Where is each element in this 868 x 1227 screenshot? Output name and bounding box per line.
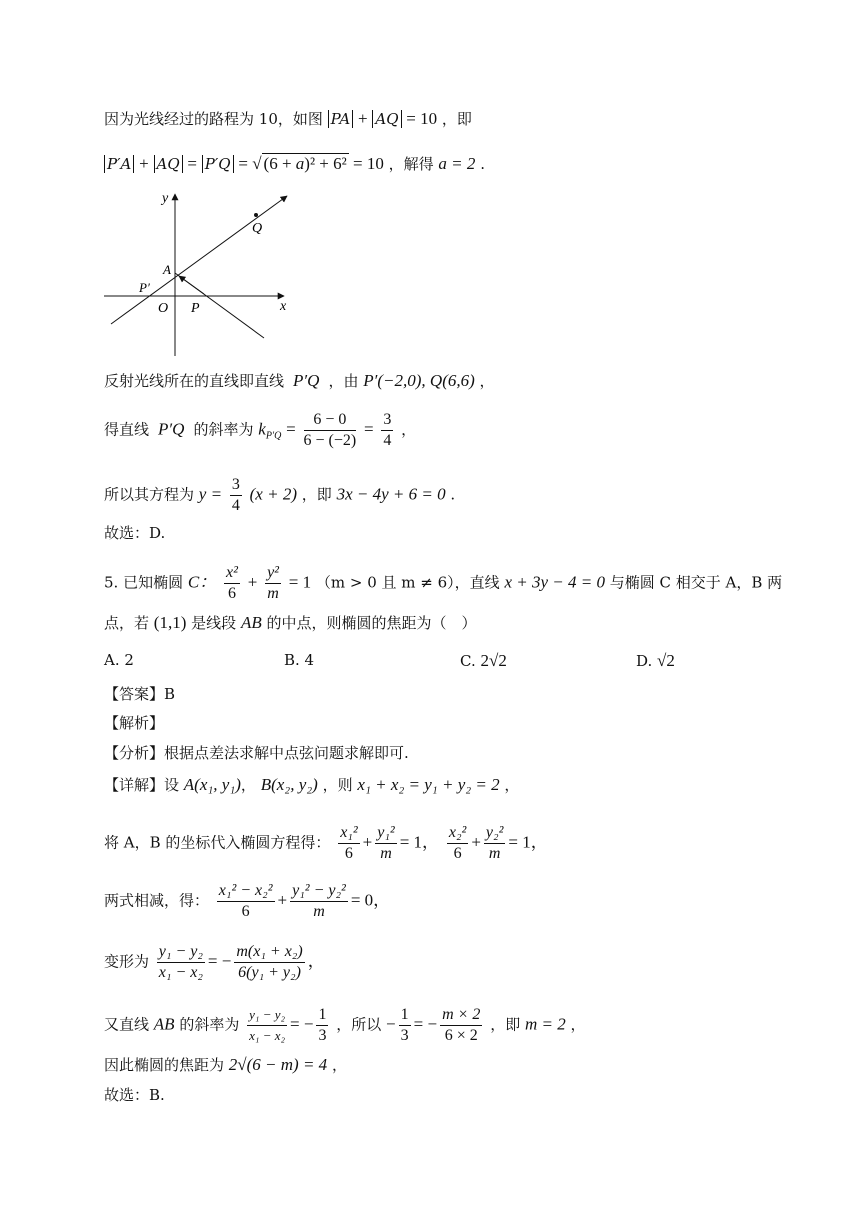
label-P: P (191, 301, 200, 316)
transform-line: 变形为 $\frac{\text{y₁ − y₂}}{\text{x₁ − x₂}}$ = − $\frac{\text{m(x₁ + x₂)}}{\text{6(y₁ + y₂)}}$ ， (104, 943, 325, 981)
question-5-line1: 5. 已知椭圆 C： $\frac{\text{x²}}{6}$ + $\frac{\text{y²}}{m}$ = 1 （m > 0 且 m ≠ 6），直线 x + 3y − 4 = 0 与椭圆 C 相交于 A，B 两 (104, 564, 783, 602)
label-O: O (158, 301, 169, 316)
reflection-diagram (104, 188, 294, 360)
fenxi: 【分析】根据点差法求解中点弦问题求解即可. (104, 744, 409, 762)
option-A: A. 2 (104, 651, 134, 669)
detail-line: 【详解】设 A(x₁, y₁)， B(x₂, y₂) ，则 x₁ + x₂ = y₁ + y₂ = 2 ， (104, 775, 520, 794)
abs-PA: PA (328, 110, 354, 128)
choice-D: 故选：D. (104, 524, 166, 542)
question-5-line2: 点，若 (1,1) 是线段 AB 的中点，则椭圆的焦距为（ ） (104, 613, 477, 632)
line-slope: 得直线 P′Q 的斜率为 $k_{P'Q}$ = $\frac{6 - 0}{6 - (-2)}$ = $\frac{3}{4}$ ， (104, 411, 417, 449)
label-x: x (280, 299, 287, 314)
slope-line: 又直线 AB 的斜率为 $\frac{\text{y₁ − y₂}}{\text{x₁ − x₂}}$ = − $\frac{1}{3}$ ，所以 − $\frac{1}{3}$ = − $\frac{m \times 2}{6 \times 2}$ ，即 m = 2 ， (104, 1006, 586, 1044)
point-Q (254, 213, 258, 217)
choice-B: 故选：B. (104, 1086, 165, 1104)
incident-arrow (179, 276, 204, 294)
line-path-length: 因为光线经过的路程为 10，如图 PA + AQ = 10 ，即 (104, 109, 472, 128)
line-distance-eq: P′A + AQ = P′Q = √ (6 + a)² + 6² = 10 ，解得 a = 2 . (104, 153, 485, 175)
line-reflected: 反射光线所在的直线即直线 P′Q ，由 P′(−2,0), Q(6,6) ， (104, 371, 495, 390)
analysis-heading: 【解析】 (104, 714, 165, 732)
option-D: D. √2 (636, 651, 675, 670)
abs-AQ: AQ (372, 110, 401, 128)
label-P-prime: P′ (139, 280, 150, 295)
focal-line: 因此椭圆的焦距为 2√(6 − m) = 4 ， (104, 1055, 347, 1074)
substitute-line: 将 A，B 的坐标代入椭圆方程得： $\frac{\text{x₁²}}{6}$ + $\frac{\text{y₁²}}{m}$ = 1， $\frac{\text{x₂²}}{6}$ + $\frac{\text{y₂²}}{m}$ = 1， (104, 824, 548, 862)
label-y: y (162, 191, 169, 206)
option-C: C. 2√2 (460, 651, 507, 670)
label-Q: Q (252, 221, 263, 236)
label-A: A (163, 262, 171, 277)
subtract-line: 两式相减，得： $\frac{\text{x₁² − x₂²}}{6}$ + $\frac{\text{y₁² − y₂²}}{m}$ = 0， (104, 882, 391, 920)
answer: 【答案】B (104, 685, 176, 703)
line-equation: 所以其方程为 y = $\frac{3}{4}$ (x + 2) ，即 3x − 4y + 6 = 0 . (104, 476, 456, 514)
option-B: B. 4 (284, 651, 315, 669)
